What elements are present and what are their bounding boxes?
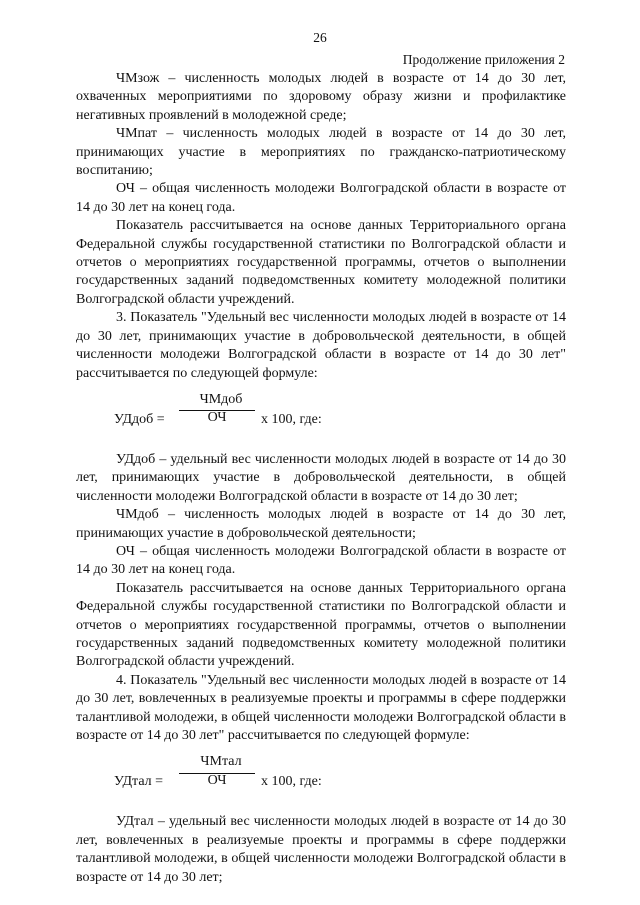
paragraph-udtal-definition: УДтал – удельный вес численности молодых людей в возрасте от 14 до 30 лет, вовлеченных в реализуемые проекты и программы в сфере поддержки талантливой молодежи, в общей численности молодежи Волгоградской области в возрасте от 14 до 30 лет;: [76, 814, 566, 885]
document-body: [76, 70, 566, 887]
paragraph-indicator-3: 3. Показатель "Удельный вес численности молодых людей в возрасте от 14 до 30 лет, принимающих участие в добровольческой деятельности, в общей численности молодежи Волгоградской области в возрасте от 14 до 30 лет" рассчитывается по следующей формуле:: [76, 310, 566, 381]
paragraph-data-source: Показатель рассчитывается на основе данных Территориального органа Федеральной службы государственной статистики по Волгоградской области и отчетов о мероприятиях государственной программы, отчетов о выполнении государственных заданий подведомственных комитету молодежной политики Волгоградской области учреждений.: [76, 218, 566, 307]
paragraph-chmpat-definition: ЧМпат – численность молодых людей в возрасте от 14 до 30 лет, принимающих участие в мероприятиях по гражданско-патриотическому воспитанию;: [76, 126, 566, 179]
paragraph-chmdob-definition: ЧМдоб – численность молодых людей в возрасте от 14 до 30 лет, принимающих участие в добровольческой деятельности;: [76, 507, 566, 541]
paragraph-indicator-4: 4. Показатель "Удельный вес численности молодых людей в возрасте от 14 до 30 лет, вовлеченных в реализуемые проекты и программы в сфере поддержки талантливой молодежи, в общей численности молодежи Волгоградской области в возрасте от 14 до 30 лет" рассчитывается по следующей формуле:: [76, 672, 566, 743]
formula-rhs: х 100, где:: [261, 411, 322, 427]
formula-rhs: х 100, где:: [261, 774, 322, 790]
paragraph-och-definition-2: ОЧ – общая численность молодежи Волгоградской области в возрасте от 14 до 30 лет на конец года.: [76, 543, 566, 578]
paragraph-och-definition: ОЧ – общая численность молодежи Волгоградской области в возрасте от 14 до 30 лет на конец года.: [76, 181, 566, 215]
paragraph-chmzozh-definition: ЧМзож – численность молодых людей в возрасте от 14 до 30 лет, охваченных мероприятиями по здоровому образу жизни и профилактике негативных проявлений в молодежной среде;: [76, 71, 566, 123]
formula-uddob: [76, 387, 566, 439]
appendix-continuation-note: Продолжение приложения 2: [402, 52, 565, 67]
formula-numerator: ЧМдоб: [199, 391, 243, 407]
formula-numerator: ЧМтал: [200, 754, 242, 770]
formula-lhs: УДтал =: [114, 774, 164, 790]
formula-fraction: [179, 391, 255, 425]
formula-fraction: [179, 753, 255, 787]
formula-denominator: ОЧ: [207, 410, 227, 426]
paragraph-uddob-definition: УДдоб – удельный вес численности молодых людей в возрасте от 14 до 30 лет, принимающих участие в добровольческой деятельности, в общей численности молодежи Волгоградской области в возрасте от 14 до 30 лет;: [76, 451, 566, 504]
formula-lhs: УДдоб =: [114, 411, 165, 427]
page-number: 26: [313, 30, 327, 45]
formula-denominator: ОЧ: [207, 772, 227, 788]
formula-udtal: [76, 749, 566, 801]
paragraph-data-source-2: Показатель рассчитывается на основе данных Территориального органа Федеральной службы государственной статистики по Волгоградской области и отчетов о мероприятиях государственной программы, отчетов о выполнении государственных заданий подведомственных комитету молодежной политики Волгоградской области учреждений.: [76, 580, 566, 670]
